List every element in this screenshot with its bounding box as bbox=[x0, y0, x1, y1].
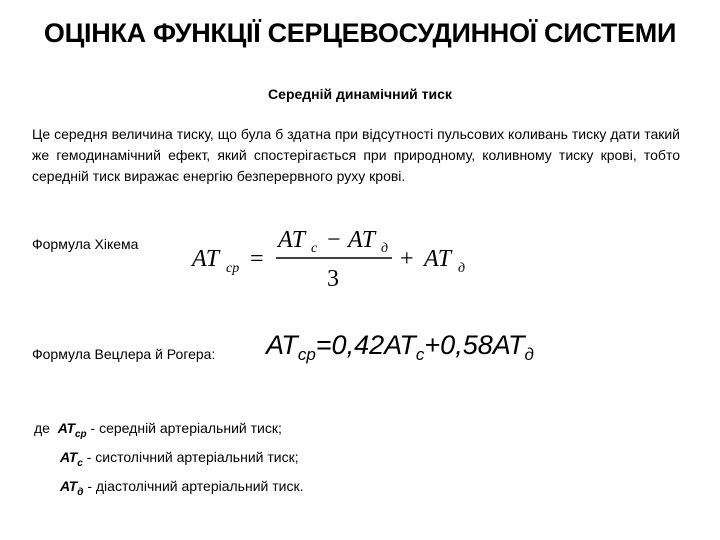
symbol-at: АТ bbox=[60, 448, 78, 465]
definition-row-diastolic bbox=[34, 475, 303, 504]
hickam-term: AT bbox=[424, 246, 452, 272]
wetzler-formula bbox=[266, 330, 534, 365]
hickam-equals: = bbox=[250, 246, 264, 272]
definition-row-mean bbox=[34, 417, 303, 446]
wetzler-sub-1: ср bbox=[297, 345, 316, 364]
page-title: ОЦІНКА ФУНКЦІЇ СЕРЦЕВОСУДИННОЇ СИСТЕМИ bbox=[43, 18, 677, 48]
hickam-num-b: AT bbox=[348, 227, 376, 253]
definition-text: - систолічний артеріальний тиск; bbox=[82, 448, 299, 465]
symbol-sub: с bbox=[77, 457, 83, 469]
symbol-sub: ср bbox=[75, 428, 87, 440]
wetzler-sub-3: д bbox=[524, 345, 534, 364]
wetzler-formula-label: Формула Вецлера й Рогера: bbox=[32, 346, 216, 362]
wetzler-part-2: =0,42АТ bbox=[315, 330, 416, 360]
hickam-lhs-sub: ср bbox=[226, 261, 240, 276]
wetzler-part-1: АТ bbox=[266, 330, 298, 360]
hickam-lhs: AT bbox=[192, 246, 220, 272]
symbol-sub: д bbox=[77, 486, 84, 498]
definition-text: - діастолічний артеріальний тиск. bbox=[83, 477, 304, 494]
section-subtitle: Середній динамічний тиск bbox=[268, 86, 452, 102]
hickam-num-a: AT bbox=[278, 227, 306, 253]
definition-row-systolic bbox=[34, 446, 303, 475]
definition-text: - середній артеріальний тиск; bbox=[86, 420, 282, 436]
definition-paragraph: Це середня величина тиску, що була б здатна при відсутності пульсових коливань тиску дати такий же гемодинамічний ефект, який спостерігається при природному, коливному тиску крові, тобто середній тиск виражає енергію безперервного руху крові. bbox=[32, 126, 680, 184]
hickam-formula-label: Формула Хікема bbox=[32, 236, 139, 252]
hickam-denominator: 3 bbox=[327, 266, 339, 292]
hickam-minus: − bbox=[327, 227, 341, 253]
wetzler-part-3: +0,58АТ bbox=[424, 330, 525, 360]
hickam-num-b-sub: д bbox=[381, 241, 389, 256]
wetzler-sub-2: с bbox=[415, 345, 425, 364]
symbol-at: АТ bbox=[60, 477, 78, 494]
hickam-formula bbox=[188, 222, 478, 292]
hickam-num-a-sub: с bbox=[311, 241, 318, 256]
symbol-definitions bbox=[34, 417, 303, 503]
definitions-prefix: де bbox=[34, 420, 50, 436]
symbol-at: АТ bbox=[57, 420, 75, 436]
hickam-term-sub: д bbox=[458, 261, 466, 276]
hickam-plus: + bbox=[400, 246, 414, 272]
